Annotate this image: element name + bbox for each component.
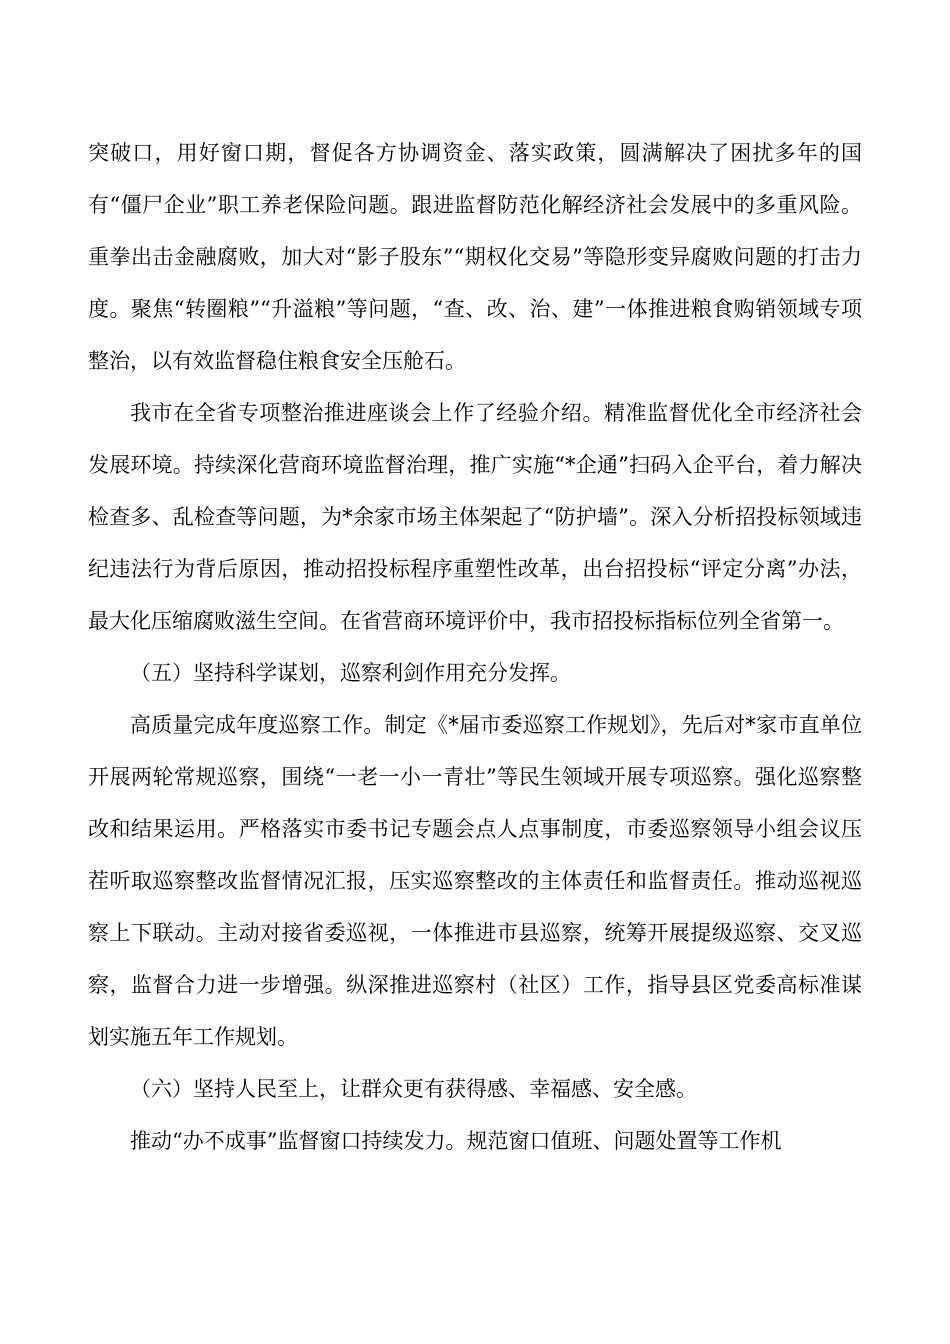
document-page [88, 127, 862, 1167]
body-paragraph: 高质量完成年度巡察工作。制定《*届市委巡察工作规划》，先后对*家市直单位开展两轮常规巡察，围绕“一老一小一青壮”等民生领域开展专项巡察。强化巡察整改和结果运用。严格落实市委书记专题会点人点事制度，市委巡察领导小组会议压茬听取巡察整改监督情况汇报，压实巡察整改的主体责任和监督责任。推动巡视巡察上下联动。主动对接省委巡视，一体推进市县巡察，统筹开展提级巡察、交叉巡察，监督合力进一步增强。纵深推进巡察村（社区）工作，指导县区党委高标准谋划实施五年工作规划。 [88, 713, 862, 1049]
body-paragraph: 我市在全省专项整治推进座谈会上作了经验介绍。精准监督优化全市经济社会发展环境。持续深化营商环境监督治理，推广实施“*企通”扫码入企平台，着力解决检查多、乱检查等问题，为*余家市场主体架起了“防护墙”。深入分析招投标领域违纪违法行为背后原因，推动招投标程序重塑性改革，出台招投标“评定分离”办法，最大化压缩腐败滋生空间。在省营商环境评价中，我市招投标指标位列全省第一。 [88, 401, 862, 633]
body-paragraph: 推动“办不成事”监督窗口持续发力。规范窗口值班、问题处置等工作机 [130, 1129, 782, 1153]
section-heading: （五）坚持科学谋划，巡察利剑作用充分发挥。 [130, 661, 571, 685]
section-heading: （六）坚持人民至上，让群众更有获得感、幸福感、安全感。 [130, 1077, 697, 1101]
body-paragraph: 突破口，用好窗口期，督促各方协调资金、落实政策，圆满解决了困扰多年的国有“僵尸企业”职工养老保险问题。跟进监督防范化解经济社会发展中的多重风险。重拳出击金融腐败，加大对“影子股东”“期权化交易”等隐形变异腐败问题的打击力度。聚焦“转圈粮”“升溢粮”等问题，“查、改、治、建”一体推进粮食购销领域专项整治，以有效监督稳住粮食安全压舱石。 [88, 141, 862, 373]
